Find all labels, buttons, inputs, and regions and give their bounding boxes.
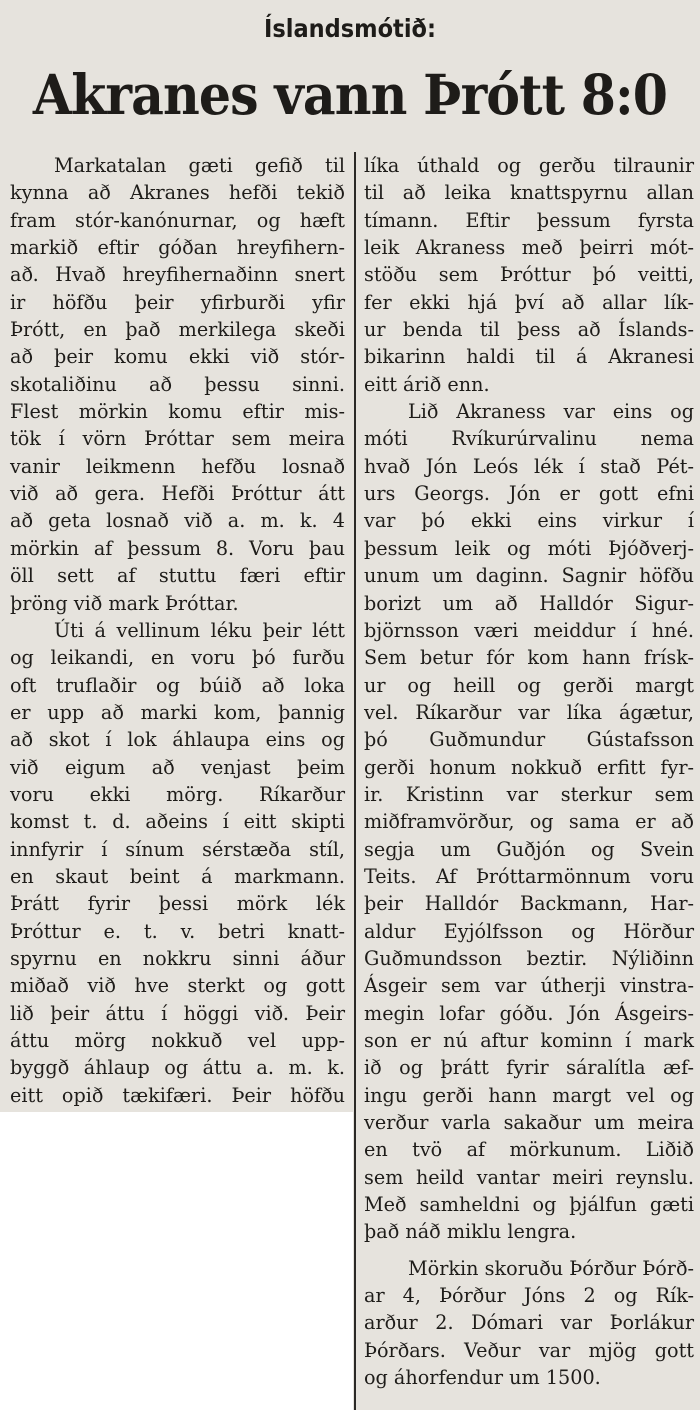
- text-line: eitt opið tækifæri. Þeir höfðu: [10, 1083, 345, 1107]
- text-line: sem heild vantar meiri reynslu.: [364, 1165, 694, 1189]
- text-line: lið þeir áttu í höggi við. Þeir: [10, 1001, 345, 1025]
- text-line: til að leika knattspyrnu allan: [364, 181, 694, 205]
- text-line: kynna að Akranes hefði tekið: [10, 181, 345, 205]
- text-line: leik Akraness með þeirri mót-: [364, 236, 694, 260]
- text-line: mörkin af þessum 8. Voru þau: [10, 536, 345, 560]
- text-line: björnsson væri meiddur í hné.: [364, 618, 694, 642]
- text-line: áttu mörg nokkuð vel upp-: [10, 1029, 345, 1052]
- text-line: var þó ekki eins virkur í: [364, 509, 694, 533]
- text-line: og leikandi, en voru þó furðu: [10, 646, 345, 670]
- paragraph-gap: [364, 1246, 694, 1255]
- text-line: móti Rvíkurúrvalinu nema: [364, 427, 694, 451]
- text-line: borizt um að Halldór Sigur-: [364, 591, 694, 615]
- text-line: líka úthald og gerðu tilraunir: [364, 154, 694, 177]
- text-line: vanir leikmenn hefðu losnað: [10, 454, 345, 478]
- text-line: megin lofar góðu. Jón Ásgeirs-: [364, 1001, 694, 1025]
- headline: Akranes vann Þrótt 8:0: [32, 62, 668, 127]
- text-line: byggð áhlaup og áttu a. m. k.: [10, 1056, 345, 1080]
- text-line: Úti á vellinum léku þeir létt: [54, 618, 345, 642]
- text-line: eitt árið enn.: [364, 372, 490, 396]
- text-line: er upp að marki kom, þannig: [10, 700, 345, 724]
- text-line: það náð miklu lengra.: [364, 1220, 577, 1244]
- text-line: Þrátt fyrir þessi mörk lék: [10, 892, 345, 916]
- text-line: Lið Akraness var eins og: [408, 400, 694, 424]
- text-line: og áhorfendur um 1500.: [364, 1366, 601, 1390]
- text-line: aldur Eyjólfsson og Hörður: [364, 919, 694, 943]
- text-line: ar 4, Þórður Jóns 2 og Rík-: [364, 1284, 694, 1308]
- text-line: unum um daginn. Sagnir höfðu: [364, 564, 694, 588]
- text-line: Guðmundsson beztir. Nýliðinn: [364, 946, 694, 970]
- text-line: bikarinn haldi til á Akranesi: [364, 345, 694, 369]
- text-line: gerði honum nokkuð erfitt fyr-: [364, 755, 694, 779]
- text-line: fram stór-kanónurnar, og hæft: [10, 208, 345, 232]
- text-line: voru ekki mörg. Ríkarður: [10, 782, 345, 806]
- text-line: spyrnu en nokkru sinni áður: [10, 946, 345, 970]
- text-line: Ásgeir sem var útherji vinstra-: [364, 974, 694, 998]
- text-line: ingu gerði hann margt vel og: [364, 1083, 694, 1107]
- text-line: innfyrir í sínum sérstæða stíl,: [10, 837, 345, 861]
- text-line: við eigum að venjast þeim: [10, 755, 345, 779]
- text-line: komst t. d. aðeins í eitt skipti: [10, 810, 345, 834]
- text-line: ir höfðu þeir yfirburði yfir: [10, 290, 345, 314]
- text-line: Markatalan gæti gefið til: [54, 154, 345, 177]
- text-line: þó Guðmundur Gústafsson: [364, 728, 694, 752]
- text-line: skotaliðinu að þessu sinni.: [10, 372, 345, 396]
- text-line: stöðu sem Þróttur þó veitti,: [364, 263, 694, 287]
- text-line: að. Hvað hreyfihernaðinn snert: [10, 263, 345, 287]
- text-line: Sem betur fór kom hann frísk-: [364, 646, 694, 670]
- text-line: segja um Guðjón og Svein: [364, 837, 694, 861]
- article-column-right: [364, 152, 694, 1391]
- kicker-heading: Íslandsmótið:: [264, 14, 436, 43]
- text-line: ur benda til þess að Íslands-: [364, 318, 694, 342]
- text-line: en tvö af mörkunum. Liðið: [364, 1138, 694, 1162]
- text-line: Með samheldni og þjálfun gæti: [364, 1193, 694, 1217]
- text-line: miðað við hve sterkt og gott: [10, 974, 345, 998]
- text-line: ir. Kristinn var sterkur sem: [364, 782, 694, 806]
- text-line: Þrótt, en það merkilega skeði: [10, 318, 345, 342]
- text-line: að skot í lok áhlaupa eins og: [10, 728, 345, 752]
- text-line: tímann. Eftir þessum fyrsta: [364, 208, 694, 232]
- column-rule: [354, 152, 356, 1410]
- text-line: Þórðars. Veður var mjög gott: [364, 1338, 694, 1362]
- text-line: að þeir komu ekki við stór-: [10, 345, 345, 369]
- text-line: urs Georgs. Jón er gott efni: [364, 482, 694, 506]
- text-line: miðframvörður, og sama er að: [364, 810, 694, 834]
- text-line: þeir Halldór Backmann, Har-: [364, 892, 694, 916]
- text-line: þröng við mark Þróttar.: [10, 591, 239, 615]
- text-line: hvað Jón Leós lék í stað Pét-: [364, 454, 694, 478]
- text-line: tök í vörn Þróttar sem meira: [10, 427, 345, 451]
- text-line: Þróttur e. t. v. betri knatt-: [10, 919, 345, 943]
- text-line: ur og heill og gerði margt: [364, 673, 694, 697]
- text-line: arður 2. Dómari var Þorlákur: [364, 1311, 694, 1335]
- text-line: vel. Ríkarður var líka ágætur,: [364, 700, 694, 724]
- text-line: verður varla sakaður um meira: [364, 1111, 694, 1135]
- text-line: þessum leik og móti Þjóðverj-: [364, 536, 694, 560]
- text-line: við að gera. Hefði Þróttur átt: [10, 482, 345, 506]
- text-line: oft truflaðir og búið að loka: [10, 673, 345, 697]
- text-line: að geta losnað við a. m. k. 4: [10, 509, 345, 533]
- text-line: öll sett af stuttu færi eftir: [10, 564, 345, 588]
- text-line: ið og þrátt fyrir sáralítla æf-: [364, 1056, 694, 1080]
- text-line: Flest mörkin komu eftir mis-: [10, 400, 345, 424]
- text-line: markið eftir góðan hreyfihern-: [10, 236, 345, 260]
- article-column-left: [10, 152, 345, 1109]
- text-line: fer ekki hjá því að allar lík-: [364, 290, 694, 314]
- text-line: en skaut beint á markmann.: [10, 864, 345, 888]
- text-line: Mörkin skoruðu Þórður Þórð-: [408, 1256, 694, 1280]
- text-line: son er nú aftur kominn í mark: [364, 1029, 694, 1052]
- text-line: Teits. Af Þróttarmönnum voru: [364, 864, 694, 888]
